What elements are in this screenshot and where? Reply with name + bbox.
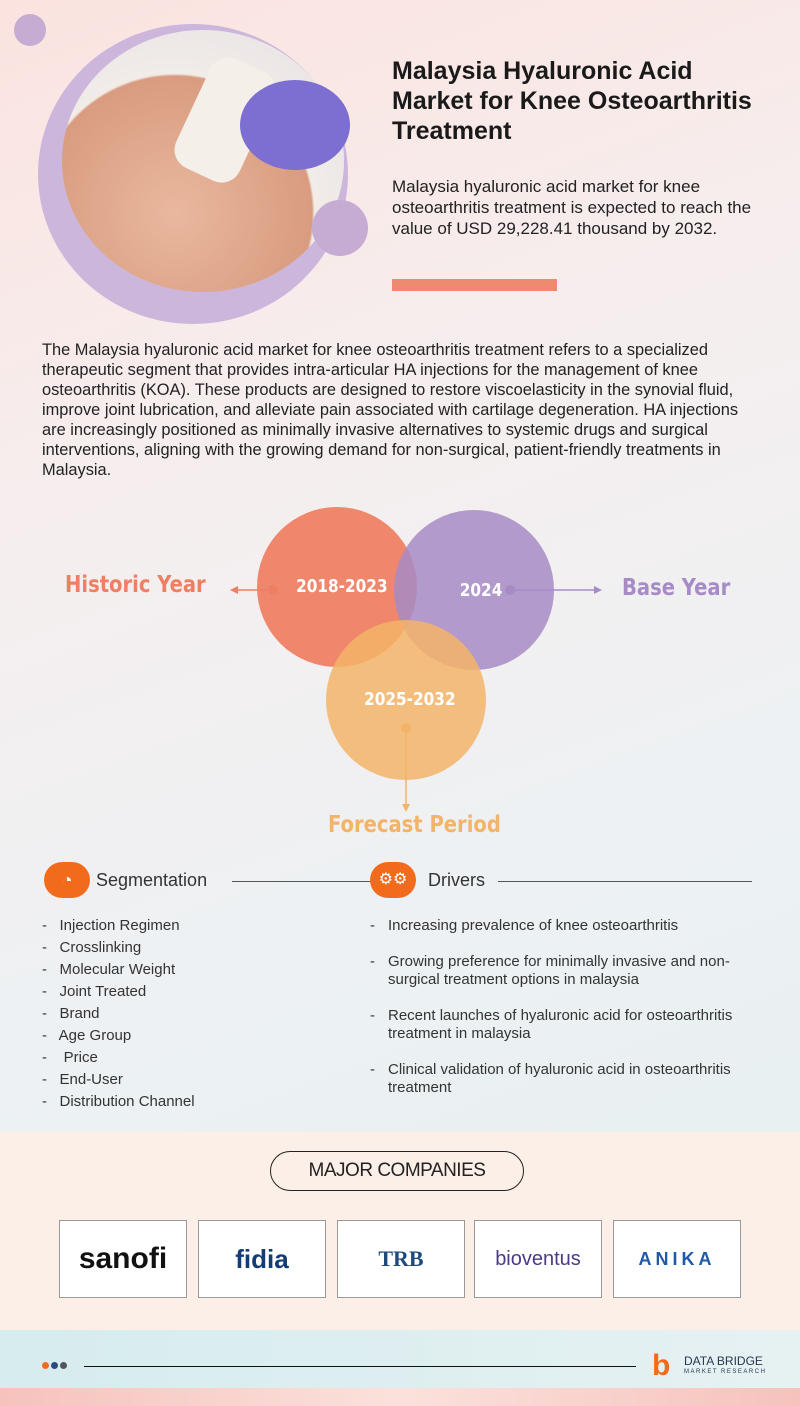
list-item: - Growing preference for minimally invasive and non-surgical treatment options in malaysia (370, 953, 730, 988)
historic-years: 2018-2023 (296, 576, 388, 597)
fidia-logo: fidia (198, 1220, 326, 1298)
list-item: - Molecular Weight (42, 961, 176, 978)
forecast-label: Forecast Period (328, 812, 501, 838)
intro-paragraph: The Malaysia hyaluronic acid market for knee osteoarthritis treatment refers to a specialized therapeutic segment that provides intra-articular HA injections for the management of knee osteoarthritis (KOA). These products are designed to restore viscoelasticity in the synovial fluid, improve joint lubrication, and alleviate pain associated with cartilage degeneration. HA injections are increasingly positioned as minimally invasive alternatives to systemic drugs and surgical interventions, aligning with the growing demand for non-surgical, patient-friendly treatments in Malaysia. (42, 341, 739, 479)
list-item: - Clinical validation of hyaluronic acid in osteoarthritis treatment (370, 1061, 731, 1096)
page-title: Malaysia Hyaluronic Acid Market for Knee Osteoarthritis Treatment (392, 57, 752, 145)
gears-icon: ⚙⚙ (370, 862, 416, 898)
segmentation-icon: ◔ (44, 862, 90, 898)
list-item: - Distribution Channel (42, 1093, 195, 1110)
brand-logo-icon: b (652, 1349, 671, 1382)
brand-sub: MARKET RESEARCH (684, 1369, 767, 1375)
dots-icon (42, 1362, 67, 1369)
list-item: - Brand (42, 1005, 100, 1022)
bioventus-logo: bioventus (474, 1220, 602, 1298)
trb-logo: TRB (337, 1220, 465, 1298)
list-item: - Injection Regimen (42, 917, 180, 934)
segmentation-title: Segmentation (96, 870, 208, 890)
list-item: - Crosslinking (42, 939, 142, 956)
list-item: - Price (42, 1049, 98, 1066)
list-item: - Age Group (42, 1027, 132, 1044)
base-years: 2024 (459, 580, 503, 601)
list-item: - Increasing prevalence of knee osteoarthritis (370, 917, 679, 934)
divider (498, 881, 752, 882)
divider (232, 881, 372, 882)
list-item: - End-User (42, 1071, 123, 1088)
footer (0, 1330, 800, 1388)
forecast-years: 2025-2032 (364, 689, 456, 710)
market-summary: Malaysia hyaluronic acid market for knee osteoarthritis treatment is expected to reach the value of USD 29,228.41 thousand by 2032. (392, 177, 752, 238)
base-label: Base Year (622, 575, 731, 601)
historic-label: Historic Year (65, 572, 206, 598)
segmentation-list (42, 915, 195, 1113)
bottom-strip (0, 1388, 800, 1406)
list-item: - Recent launches of hyaluronic acid for osteoarthritis treatment in malaysia (370, 1007, 733, 1042)
list-item: - Joint Treated (42, 983, 147, 1000)
sanofi-logo: sanofi (59, 1220, 187, 1298)
anika-logo: ANIKA (613, 1220, 741, 1298)
drivers-title: Drivers (428, 870, 485, 890)
brand-name: DATA BRIDGE (684, 1354, 763, 1368)
footer-divider (84, 1366, 636, 1367)
companies-title: MAJOR COMPANIES (270, 1151, 524, 1191)
